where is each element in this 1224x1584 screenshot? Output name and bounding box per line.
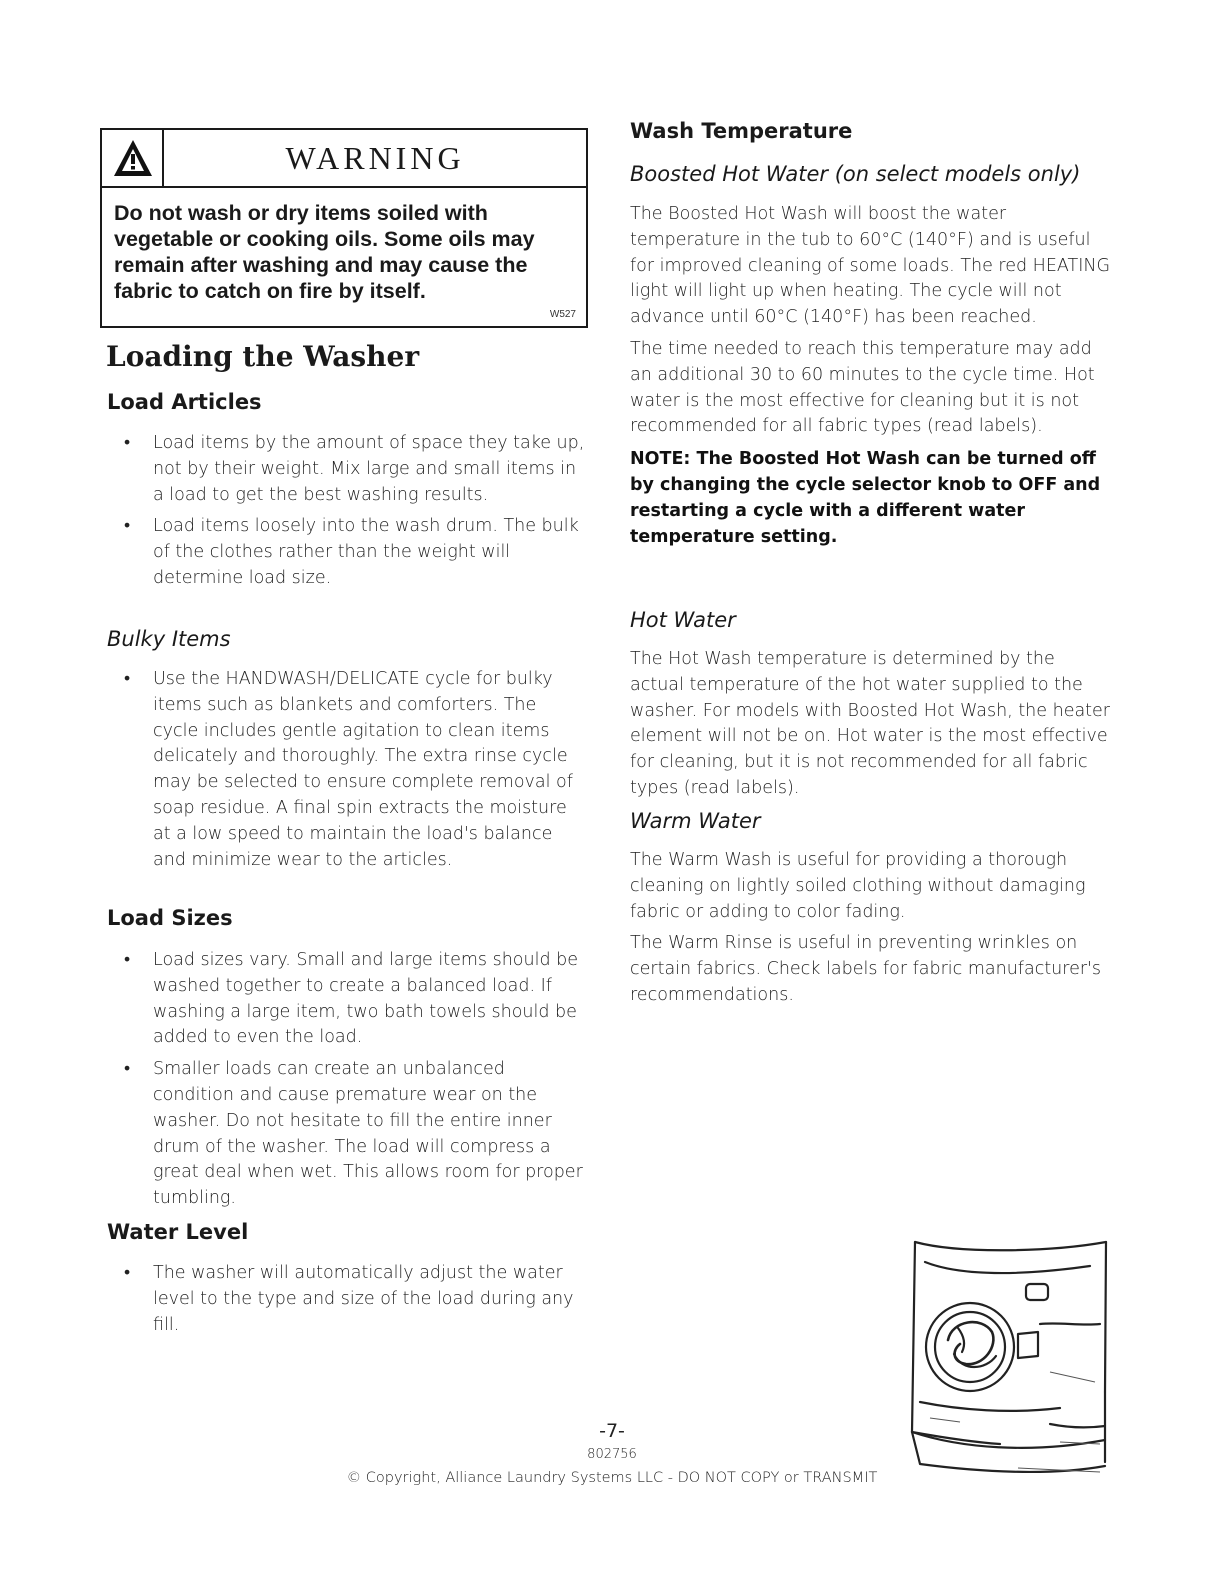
warning-triangle-icon [112,138,154,178]
warm-water-text [630,848,1110,1009]
heading-boosted-hot-water: Boosted Hot Water (on select models only) [630,162,1081,186]
warning-box [100,128,588,328]
heading-load-articles: Load Articles [107,390,262,414]
list-bulky-items [107,667,587,873]
doc-number: 802756 [587,1447,637,1462]
list-item: • Use the HANDWASH/DELICATE cycle for bulky items such as blankets and comforters. The cycle includes gentle agitation to clean items delicately and thoroughly. The extra rinse cycle may be selected to ensure complete removal of soap residue. A final spin extracts the moisture at a low speed to maintain the load's balance and minimize wear to the articles. [107,667,587,873]
heading-wash-temperature: Wash Temperature [630,119,853,143]
warning-title: WARNING [285,140,465,176]
boosted-note: NOTE: The Boosted Hot Wash can be turned off by changing the cycle selector knob to OFF and restarting a cycle with a different water temperature setting. [630,449,1101,548]
warning-header [102,130,586,188]
hot-water-text [630,647,1110,802]
paragraph: The Warm Rinse is useful in preventing wrinkles on certain fabrics. Check labels for fabric manufacturer's recommendations. [630,933,1101,1005]
list-item: • Load items loosely into the wash drum. The bulk of the clothes rather than the weight will determine load size. [107,514,587,591]
paragraph: The Boosted Hot Wash will boost the water temperature in the tub to 60°C (140°F) and is useful for improved cleaning of some loads. The red HEATING light will light up when heating. The cycle will not advance until 60°C (140°F) has been reached. [630,204,1111,328]
page-number: -7- [599,1420,625,1442]
heading-warm-water: Warm Water [630,809,761,833]
copyright: © Copyright, Alliance Laundry Systems LLC - DO NOT COPY or TRANSMIT [346,1470,878,1486]
list-load-sizes [107,948,587,1212]
list-item: • Load items by the amount of space they take up, not by their weight. Mix large and small items in a load to get the best washing results. [107,431,587,508]
section-title-loading: Loading the Washer [106,340,420,373]
paragraph: The Hot Wash temperature is determined by the actual temperature of the hot water supplied to the washer. For models with Boosted Hot Wash, the heater element will not be on. Hot water is the most effective for cleaning, but it is not recommended for all fabric types (read labels). [630,649,1111,798]
heading-load-sizes: Load Sizes [107,906,233,930]
list-item: • The washer will automatically adjust the water level to the type and size of the load during any fill. [107,1261,587,1338]
heading-bulky-items: Bulky Items [107,627,231,651]
list-item: • Smaller loads can create an unbalanced condition and cause premature wear on the washer. Do not hesitate to fill the entire inner drum of the washer. The load will compress a great deal when wet. This allows room for proper tumbling. [107,1057,587,1212]
warning-code: W527 [549,309,576,320]
warning-icon-cell [102,130,164,186]
heading-hot-water: Hot Water [630,608,736,632]
front-load-washer-illustration [900,1232,1110,1482]
heading-water-level: Water Level [107,1220,249,1244]
boosted-hot-water-text [630,202,1110,550]
warning-text: Do not wash or dry items soiled with vegetable or cooking oils. Some oils may remain after washing and may cause the fabric to catch on fire by itself. [114,201,535,303]
list-item: • Load sizes vary. Small and large items should be washed together to create a balanced load. If washing a large item, two bath towels should be added to even the load. [107,948,587,1051]
list-load-articles [107,431,587,592]
list-water-level [107,1261,587,1338]
paragraph: The time needed to reach this temperature may add an additional 30 to 60 minutes to the cycle time. Hot water is the most effective for cleaning but it is not recommended for all fabric types (read labels). [630,338,1095,437]
paragraph: The Warm Wash is useful for providing a thorough cleaning on lightly soiled clothing without damaging fabric or adding to color fading. [630,850,1086,922]
